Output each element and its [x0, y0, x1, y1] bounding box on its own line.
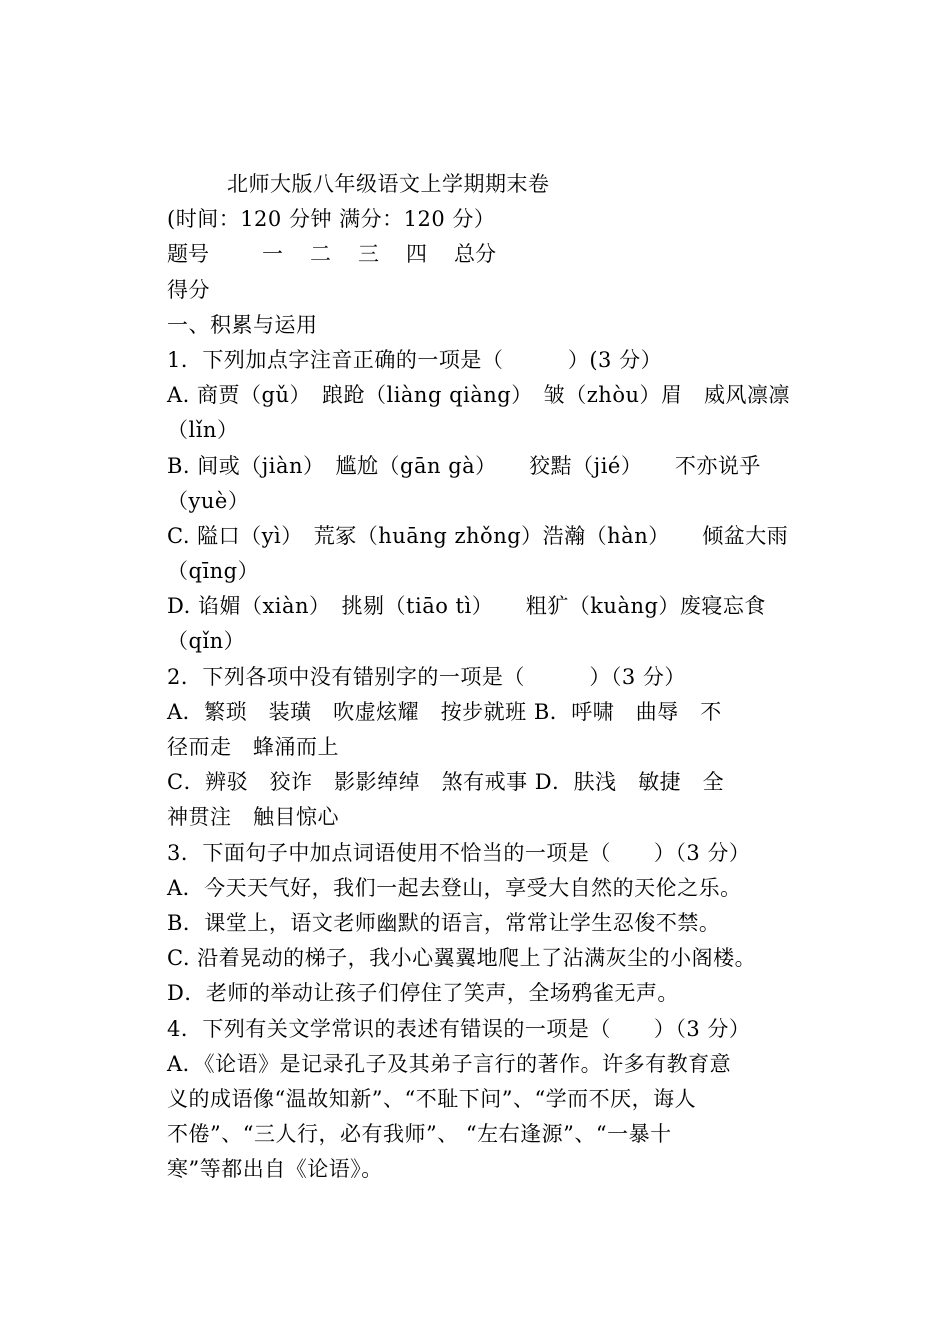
question-1-option-d: D. 谄媚（xiàn） 挑剔（tiāo tì） 粗犷（kuàng）废寝忘食: [167, 594, 766, 619]
question-3-option-d: D．老师的举动让孩子们停住了笑声，全场鸦雀无声。: [167, 981, 679, 1006]
question-2-options-cd-cont: 神贯注 触目惊心: [167, 805, 339, 830]
question-2-options-ab-cont: 径而走 蜂涌而上: [167, 735, 339, 759]
score-table-header-cell: 三: [358, 242, 379, 267]
question-1-option-c: C. 隘口（yì） 荒冢（huāng zhǒng）浩瀚（hàn） 倾盆大雨: [167, 523, 789, 548]
question-4: 4．下列有关文学常识的表述有错误的一项是（ ）（3 分）: [167, 1016, 751, 1041]
score-table-header-label: 题号: [167, 242, 209, 267]
question-1: 1．下列加点字注音正确的一项是（ ）(3 分）: [167, 347, 663, 372]
score-table-header-total: 总分: [454, 242, 496, 267]
question-1-option-d-cont: （qǐn）: [167, 629, 246, 654]
question-4-option-a-cont: 不倦”、“三人行，必有我师”、 “左右逢源”、“一暴十: [167, 1122, 672, 1147]
question-1-option-c-cont: （qīng）: [167, 559, 260, 584]
question-3-option-b: B．课堂上，语文老师幽默的语言，常常让学生忍俊不禁。: [167, 910, 721, 935]
question-4-option-a: A．《论语》是记录孔子及其弟子言行的著作。许多有教育意: [167, 1051, 732, 1076]
question-3: 3．下面句子中加点词语使用不恰当的一项是（ ）（3 分）: [167, 840, 751, 865]
score-table-header-cell: 四: [406, 242, 427, 267]
question-4-option-a-cont: 义的成语像“温故知新”、“不耻下问”、“学而不厌，诲人: [167, 1086, 697, 1111]
question-4-option-a-cont: 寒”等都出自《论语》。: [167, 1157, 383, 1182]
question-1-option-a: A. 商贾（gǔ） 踉跄（liàng qiàng） 皱（zhòu）眉 威风凛凛: [167, 383, 790, 408]
document-content: [167, 167, 797, 1187]
question-1-option-a-cont: （lǐn）: [167, 418, 239, 443]
question-1-option-b: B. 间或（jiàn） 尴尬（gān gà） 狡黠（jié） 不亦说乎: [167, 453, 761, 478]
question-3-option-c: C. 沿着晃动的梯子，我小心翼翼地爬上了沾满灰尘的小阁楼。: [167, 946, 757, 971]
question-2: 2．下列各项中没有错别字的一项是（ ）（3 分）: [167, 664, 686, 689]
score-table-header-cell: 一: [262, 242, 283, 267]
exam-info: (时间：120 分钟 满分：120 分）: [167, 207, 496, 232]
question-2-options-cd: C．辨驳 狡诈 影影绰绰 煞有戒事 D．肤浅 敏捷 全: [167, 770, 725, 795]
question-3-option-a: A．今天天气好，我们一起去登山，享受大自然的天伦之乐。: [167, 875, 742, 900]
question-2-options-ab: A．繁琐 装璜 吹虚炫耀 按步就班 B．呼啸 曲辱 不: [167, 699, 722, 724]
question-1-option-b-cont: （yuè）: [167, 488, 250, 513]
document-title: 北师大版八年级语文上学期期末卷: [227, 172, 550, 196]
score-table-header: [167, 237, 797, 272]
section-heading: 一、积累与运用: [167, 312, 318, 337]
score-table-header-cell: 二: [310, 242, 331, 267]
score-table-row-label: 得分: [167, 277, 210, 302]
